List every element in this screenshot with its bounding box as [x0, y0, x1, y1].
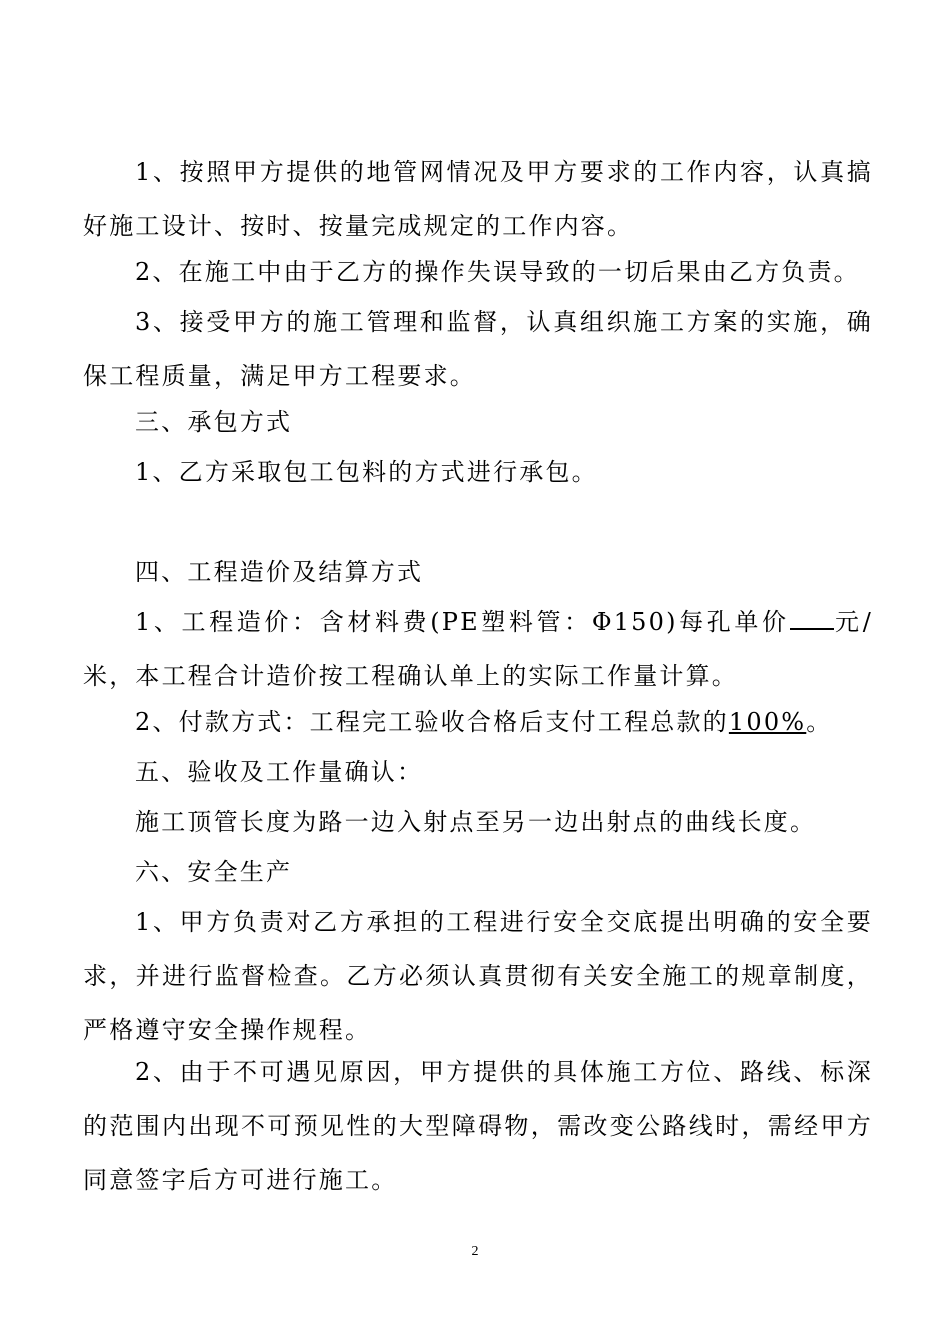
safety-clause-1-paragraph: 1、甲方负责对乙方承担的工程进行安全交底提出明确的安全要求，并进行监督检查。乙方必须认真贯彻有关安全施工的规章制度，严格遵守安全操作规程。 [83, 908, 873, 1044]
acceptance-paragraph: 施工顶管长度为路一边入射点至另一边出射点的曲线长度。 [135, 808, 817, 836]
project-cost-text-after: 元/米，本工程合计造价按工程确认单上的实际工作量计算。 [83, 608, 873, 690]
section-6-heading: 六、安全生产 [135, 858, 293, 886]
project-cost-paragraph [83, 595, 873, 703]
unit-price-blank [790, 608, 834, 630]
page-number: 2 [471, 1244, 479, 1259]
contract-method-paragraph: 1、乙方采取包工包料的方式进行承包。 [135, 458, 598, 486]
project-cost-text-before: 1、工程造价：含材料费(PE塑料管：Φ150)每孔单价 [135, 608, 790, 636]
payment-text-before: 2、付款方式：工程完工验收合格后支付工程总款的 [135, 708, 729, 736]
payment-percentage: 100% [728, 708, 807, 736]
section-3-heading: 三、承包方式 [135, 408, 293, 436]
clause-1-paragraph: 1、按照甲方提供的地管网情况及甲方要求的工作内容，认真搞好施工设计、按时、按量完成规定的工作内容。 [83, 158, 873, 240]
payment-method-paragraph [83, 695, 873, 749]
payment-text-after: 。 [806, 708, 833, 736]
section-4-heading: 四、工程造价及结算方式 [135, 558, 424, 586]
safety-clause-2-paragraph: 2、由于不可遇见原因，甲方提供的具体施工方位、路线、标深的范围内出现不可预见性的大型障碍物，需改变公路线时，需经甲方同意签字后方可进行施工。 [83, 1058, 873, 1194]
section-5-heading: 五、验收及工作量确认： [135, 758, 424, 786]
clause-2-paragraph: 2、在施工中由于乙方的操作失误导致的一切后果由乙方负责。 [135, 258, 860, 286]
clause-3-paragraph: 3、接受甲方的施工管理和监督，认真组织施工方案的实施，确保工程质量，满足甲方工程要求。 [83, 308, 873, 390]
